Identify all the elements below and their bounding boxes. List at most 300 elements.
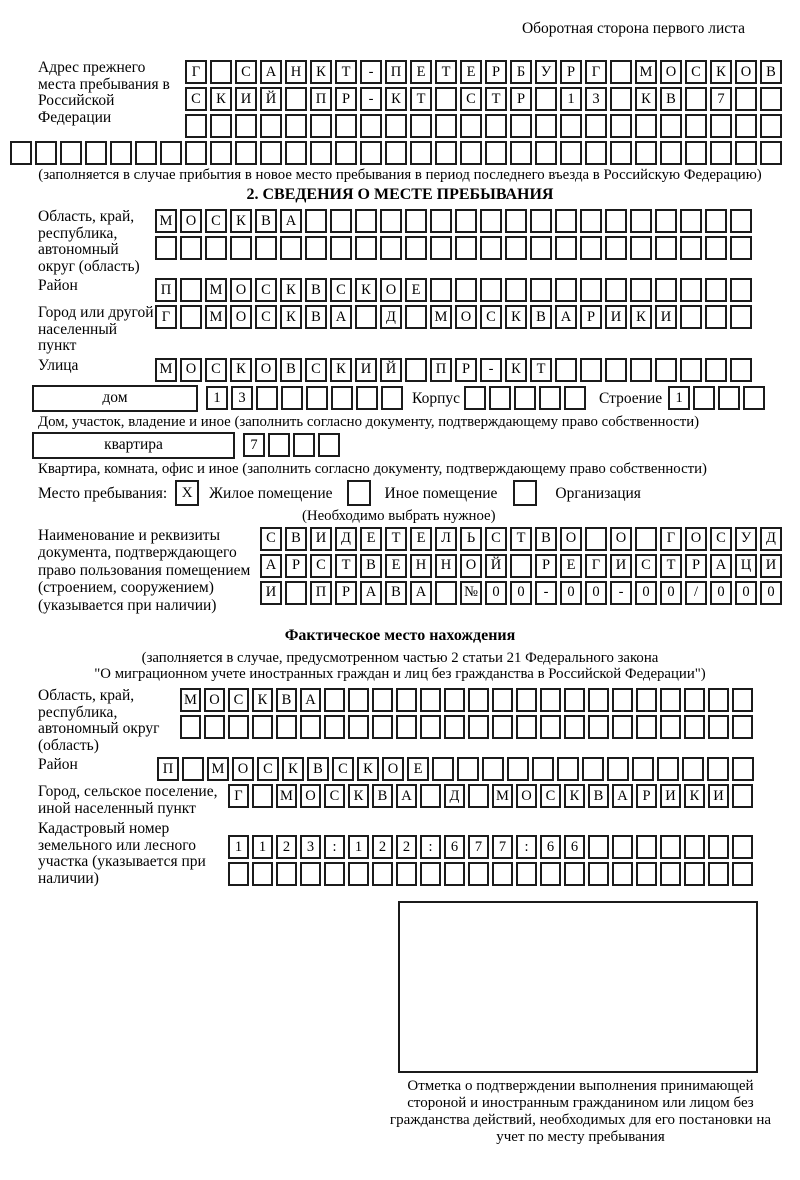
- char-cell[interactable]: С: [330, 278, 352, 302]
- char-cell[interactable]: [685, 141, 707, 165]
- char-cell[interactable]: 1: [228, 835, 249, 859]
- char-cell[interactable]: [530, 236, 552, 260]
- char-cell[interactable]: [489, 386, 511, 410]
- char-cell[interactable]: [516, 715, 537, 739]
- char-cell[interactable]: -: [610, 581, 632, 605]
- char-cell[interactable]: [460, 114, 482, 138]
- char-cell[interactable]: [735, 87, 757, 111]
- char-cell[interactable]: [485, 141, 507, 165]
- char-cell[interactable]: [732, 862, 753, 886]
- char-cell[interactable]: П: [310, 87, 332, 111]
- char-cell[interactable]: [760, 87, 782, 111]
- char-cell[interactable]: А: [710, 554, 732, 578]
- char-cell[interactable]: [510, 114, 532, 138]
- char-cell[interactable]: [684, 835, 705, 859]
- char-cell[interactable]: [228, 715, 249, 739]
- char-cell[interactable]: [588, 715, 609, 739]
- char-cell[interactable]: [310, 114, 332, 138]
- char-cell[interactable]: [285, 87, 307, 111]
- char-cell[interactable]: К: [684, 784, 705, 808]
- char-cell[interactable]: [655, 278, 677, 302]
- char-cell[interactable]: [410, 114, 432, 138]
- char-cell[interactable]: [708, 688, 729, 712]
- char-cell[interactable]: [660, 835, 681, 859]
- char-cell[interactable]: [335, 141, 357, 165]
- char-cell[interactable]: Б: [510, 60, 532, 84]
- char-cell[interactable]: Е: [407, 757, 429, 781]
- char-cell[interactable]: [540, 715, 561, 739]
- char-cell[interactable]: [355, 236, 377, 260]
- char-cell[interactable]: 0: [760, 581, 782, 605]
- char-cell[interactable]: С: [332, 757, 354, 781]
- char-cell[interactable]: [564, 386, 586, 410]
- char-cell[interactable]: И: [235, 87, 257, 111]
- residential-checkbox[interactable]: X: [175, 480, 199, 506]
- char-cell[interactable]: [514, 386, 536, 410]
- char-cell[interactable]: [160, 141, 182, 165]
- char-cell[interactable]: О: [232, 757, 254, 781]
- char-cell[interactable]: К: [310, 60, 332, 84]
- char-cell[interactable]: Л: [435, 527, 457, 551]
- char-cell[interactable]: А: [260, 60, 282, 84]
- char-cell[interactable]: [260, 141, 282, 165]
- char-cell[interactable]: [355, 305, 377, 329]
- char-cell[interactable]: [705, 209, 727, 233]
- char-cell[interactable]: О: [460, 554, 482, 578]
- char-cell[interactable]: [396, 862, 417, 886]
- char-cell[interactable]: И: [610, 554, 632, 578]
- char-cell[interactable]: И: [760, 554, 782, 578]
- char-cell[interactable]: [555, 358, 577, 382]
- char-cell[interactable]: Е: [410, 60, 432, 84]
- char-cell[interactable]: [635, 114, 657, 138]
- char-cell[interactable]: С: [255, 305, 277, 329]
- char-cell[interactable]: Н: [435, 554, 457, 578]
- char-cell[interactable]: Т: [385, 527, 407, 551]
- char-cell[interactable]: [330, 236, 352, 260]
- char-cell[interactable]: К: [230, 209, 252, 233]
- char-cell[interactable]: [372, 715, 393, 739]
- char-cell[interactable]: [210, 60, 232, 84]
- char-cell[interactable]: [204, 715, 225, 739]
- char-cell[interactable]: М: [180, 688, 201, 712]
- char-cell[interactable]: [110, 141, 132, 165]
- char-cell[interactable]: М: [207, 757, 229, 781]
- char-cell[interactable]: К: [252, 688, 273, 712]
- char-cell[interactable]: [535, 114, 557, 138]
- char-cell[interactable]: [636, 688, 657, 712]
- char-cell[interactable]: [444, 688, 465, 712]
- char-cell[interactable]: [735, 141, 757, 165]
- char-cell[interactable]: [410, 141, 432, 165]
- char-cell[interactable]: 2: [276, 835, 297, 859]
- char-cell[interactable]: [318, 433, 340, 457]
- char-cell[interactable]: [305, 209, 327, 233]
- char-cell[interactable]: [530, 278, 552, 302]
- char-cell[interactable]: [510, 554, 532, 578]
- char-cell[interactable]: И: [355, 358, 377, 382]
- char-cell[interactable]: 7: [710, 87, 732, 111]
- char-cell[interactable]: 0: [710, 581, 732, 605]
- char-cell[interactable]: [300, 715, 321, 739]
- char-cell[interactable]: [468, 715, 489, 739]
- char-cell[interactable]: В: [280, 358, 302, 382]
- char-cell[interactable]: [535, 87, 557, 111]
- char-cell[interactable]: 1: [560, 87, 582, 111]
- char-cell[interactable]: [405, 305, 427, 329]
- char-cell[interactable]: [444, 715, 465, 739]
- char-cell[interactable]: -: [535, 581, 557, 605]
- char-cell[interactable]: [636, 862, 657, 886]
- char-cell[interactable]: /: [685, 581, 707, 605]
- char-cell[interactable]: [588, 862, 609, 886]
- char-cell[interactable]: О: [382, 757, 404, 781]
- char-cell[interactable]: Г: [585, 554, 607, 578]
- char-cell[interactable]: [660, 862, 681, 886]
- char-cell[interactable]: К: [385, 87, 407, 111]
- char-cell[interactable]: Т: [485, 87, 507, 111]
- char-cell[interactable]: 0: [510, 581, 532, 605]
- char-cell[interactable]: [180, 278, 202, 302]
- char-cell[interactable]: [180, 236, 202, 260]
- char-cell[interactable]: [480, 209, 502, 233]
- char-cell[interactable]: Д: [380, 305, 402, 329]
- char-cell[interactable]: Е: [385, 554, 407, 578]
- char-cell[interactable]: Р: [535, 554, 557, 578]
- char-cell[interactable]: [507, 757, 529, 781]
- char-cell[interactable]: [610, 141, 632, 165]
- char-cell[interactable]: Т: [510, 527, 532, 551]
- char-cell[interactable]: К: [282, 757, 304, 781]
- char-cell[interactable]: [585, 114, 607, 138]
- char-cell[interactable]: 7: [468, 835, 489, 859]
- char-cell[interactable]: 0: [635, 581, 657, 605]
- char-cell[interactable]: [630, 209, 652, 233]
- char-cell[interactable]: П: [157, 757, 179, 781]
- char-cell[interactable]: [185, 141, 207, 165]
- char-cell[interactable]: [760, 114, 782, 138]
- char-cell[interactable]: [480, 278, 502, 302]
- char-cell[interactable]: [660, 688, 681, 712]
- char-cell[interactable]: [655, 236, 677, 260]
- char-cell[interactable]: 0: [735, 581, 757, 605]
- char-cell[interactable]: [680, 236, 702, 260]
- char-cell[interactable]: [680, 358, 702, 382]
- char-cell[interactable]: В: [372, 784, 393, 808]
- char-cell[interactable]: О: [204, 688, 225, 712]
- char-cell[interactable]: [708, 835, 729, 859]
- char-cell[interactable]: С: [540, 784, 561, 808]
- char-cell[interactable]: 2: [372, 835, 393, 859]
- char-cell[interactable]: [505, 278, 527, 302]
- char-cell[interactable]: [718, 386, 740, 410]
- char-cell[interactable]: В: [660, 87, 682, 111]
- char-cell[interactable]: И: [260, 581, 282, 605]
- char-cell[interactable]: [468, 688, 489, 712]
- char-cell[interactable]: [430, 236, 452, 260]
- char-cell[interactable]: [560, 141, 582, 165]
- char-cell[interactable]: Д: [335, 527, 357, 551]
- char-cell[interactable]: М: [430, 305, 452, 329]
- char-cell[interactable]: [444, 862, 465, 886]
- char-cell[interactable]: [60, 141, 82, 165]
- char-cell[interactable]: [730, 358, 752, 382]
- char-cell[interactable]: Й: [380, 358, 402, 382]
- char-cell[interactable]: [605, 358, 627, 382]
- char-cell[interactable]: [612, 835, 633, 859]
- char-cell[interactable]: [310, 141, 332, 165]
- char-cell[interactable]: [381, 386, 403, 410]
- char-cell[interactable]: Д: [444, 784, 465, 808]
- char-cell[interactable]: С: [460, 87, 482, 111]
- char-cell[interactable]: С: [257, 757, 279, 781]
- char-cell[interactable]: [730, 236, 752, 260]
- char-cell[interactable]: И: [708, 784, 729, 808]
- char-cell[interactable]: 6: [444, 835, 465, 859]
- char-cell[interactable]: О: [735, 60, 757, 84]
- char-cell[interactable]: О: [230, 278, 252, 302]
- char-cell[interactable]: [610, 87, 632, 111]
- char-cell[interactable]: [360, 114, 382, 138]
- char-cell[interactable]: [588, 688, 609, 712]
- char-cell[interactable]: [635, 527, 657, 551]
- char-cell[interactable]: А: [330, 305, 352, 329]
- char-cell[interactable]: М: [205, 305, 227, 329]
- char-cell[interactable]: В: [760, 60, 782, 84]
- char-cell[interactable]: 0: [585, 581, 607, 605]
- char-cell[interactable]: [293, 433, 315, 457]
- char-cell[interactable]: [252, 715, 273, 739]
- char-cell[interactable]: В: [255, 209, 277, 233]
- char-cell[interactable]: [707, 757, 729, 781]
- char-cell[interactable]: [35, 141, 57, 165]
- other-premises-checkbox[interactable]: [347, 480, 371, 506]
- char-cell[interactable]: Т: [410, 87, 432, 111]
- char-cell[interactable]: [482, 757, 504, 781]
- char-cell[interactable]: [580, 236, 602, 260]
- char-cell[interactable]: [457, 757, 479, 781]
- char-cell[interactable]: [605, 209, 627, 233]
- char-cell[interactable]: В: [305, 278, 327, 302]
- char-cell[interactable]: [630, 278, 652, 302]
- char-cell[interactable]: В: [385, 581, 407, 605]
- char-cell[interactable]: [348, 862, 369, 886]
- char-cell[interactable]: [455, 209, 477, 233]
- char-cell[interactable]: [580, 209, 602, 233]
- char-cell[interactable]: Г: [228, 784, 249, 808]
- char-cell[interactable]: [285, 114, 307, 138]
- char-cell[interactable]: [331, 386, 353, 410]
- char-cell[interactable]: [760, 141, 782, 165]
- char-cell[interactable]: [468, 862, 489, 886]
- char-cell[interactable]: 3: [231, 386, 253, 410]
- char-cell[interactable]: [405, 358, 427, 382]
- char-cell[interactable]: [372, 862, 393, 886]
- char-cell[interactable]: Р: [335, 581, 357, 605]
- char-cell[interactable]: [432, 757, 454, 781]
- char-cell[interactable]: О: [516, 784, 537, 808]
- char-cell[interactable]: У: [735, 527, 757, 551]
- char-cell[interactable]: [730, 278, 752, 302]
- char-cell[interactable]: [252, 862, 273, 886]
- char-cell[interactable]: [396, 688, 417, 712]
- char-cell[interactable]: [305, 236, 327, 260]
- char-cell[interactable]: [680, 305, 702, 329]
- char-cell[interactable]: [660, 114, 682, 138]
- char-cell[interactable]: [492, 862, 513, 886]
- char-cell[interactable]: М: [155, 209, 177, 233]
- char-cell[interactable]: Н: [285, 60, 307, 84]
- char-cell[interactable]: [655, 358, 677, 382]
- char-cell[interactable]: К: [505, 305, 527, 329]
- char-cell[interactable]: [510, 141, 532, 165]
- char-cell[interactable]: М: [205, 278, 227, 302]
- char-cell[interactable]: [588, 835, 609, 859]
- char-cell[interactable]: [732, 784, 753, 808]
- char-cell[interactable]: С: [255, 278, 277, 302]
- char-cell[interactable]: С: [635, 554, 657, 578]
- char-cell[interactable]: [430, 278, 452, 302]
- char-cell[interactable]: М: [492, 784, 513, 808]
- char-cell[interactable]: У: [535, 60, 557, 84]
- char-cell[interactable]: [230, 236, 252, 260]
- char-cell[interactable]: Г: [155, 305, 177, 329]
- char-cell[interactable]: М: [635, 60, 657, 84]
- char-cell[interactable]: [235, 114, 257, 138]
- char-cell[interactable]: [657, 757, 679, 781]
- char-cell[interactable]: [660, 715, 681, 739]
- char-cell[interactable]: Д: [760, 527, 782, 551]
- char-cell[interactable]: [180, 715, 201, 739]
- char-cell[interactable]: А: [612, 784, 633, 808]
- char-cell[interactable]: [582, 757, 604, 781]
- char-cell[interactable]: А: [260, 554, 282, 578]
- char-cell[interactable]: [210, 141, 232, 165]
- char-cell[interactable]: К: [710, 60, 732, 84]
- char-cell[interactable]: К: [505, 358, 527, 382]
- char-cell[interactable]: И: [310, 527, 332, 551]
- char-cell[interactable]: [330, 209, 352, 233]
- char-cell[interactable]: С: [485, 527, 507, 551]
- char-cell[interactable]: [605, 236, 627, 260]
- char-cell[interactable]: П: [310, 581, 332, 605]
- char-cell[interactable]: С: [305, 358, 327, 382]
- char-cell[interactable]: И: [660, 784, 681, 808]
- char-cell[interactable]: Й: [260, 87, 282, 111]
- char-cell[interactable]: [464, 386, 486, 410]
- char-cell[interactable]: [612, 862, 633, 886]
- char-cell[interactable]: [335, 114, 357, 138]
- char-cell[interactable]: [228, 862, 249, 886]
- char-cell[interactable]: К: [564, 784, 585, 808]
- char-cell[interactable]: Т: [335, 554, 357, 578]
- char-cell[interactable]: 6: [540, 835, 561, 859]
- char-cell[interactable]: [684, 715, 705, 739]
- char-cell[interactable]: [356, 386, 378, 410]
- char-cell[interactable]: [385, 141, 407, 165]
- char-cell[interactable]: [348, 688, 369, 712]
- char-cell[interactable]: [632, 757, 654, 781]
- char-cell[interactable]: Г: [185, 60, 207, 84]
- char-cell[interactable]: К: [230, 358, 252, 382]
- char-cell[interactable]: О: [180, 209, 202, 233]
- char-cell[interactable]: [680, 278, 702, 302]
- char-cell[interactable]: [705, 278, 727, 302]
- char-cell[interactable]: С: [228, 688, 249, 712]
- char-cell[interactable]: [532, 757, 554, 781]
- char-cell[interactable]: Н: [410, 554, 432, 578]
- char-cell[interactable]: Е: [410, 527, 432, 551]
- char-cell[interactable]: 1: [348, 835, 369, 859]
- char-cell[interactable]: [705, 305, 727, 329]
- char-cell[interactable]: [730, 209, 752, 233]
- char-cell[interactable]: Р: [560, 60, 582, 84]
- char-cell[interactable]: [255, 236, 277, 260]
- char-cell[interactable]: Р: [685, 554, 707, 578]
- char-cell[interactable]: [635, 141, 657, 165]
- char-cell[interactable]: С: [480, 305, 502, 329]
- char-cell[interactable]: Т: [530, 358, 552, 382]
- char-cell[interactable]: [732, 757, 754, 781]
- char-cell[interactable]: [235, 141, 257, 165]
- char-cell[interactable]: [380, 236, 402, 260]
- char-cell[interactable]: [540, 688, 561, 712]
- char-cell[interactable]: А: [396, 784, 417, 808]
- char-cell[interactable]: №: [460, 581, 482, 605]
- char-cell[interactable]: [420, 715, 441, 739]
- char-cell[interactable]: В: [588, 784, 609, 808]
- char-cell[interactable]: [564, 688, 585, 712]
- char-cell[interactable]: [630, 358, 652, 382]
- char-cell[interactable]: [324, 688, 345, 712]
- char-cell[interactable]: 2: [396, 835, 417, 859]
- char-cell[interactable]: [252, 784, 273, 808]
- char-cell[interactable]: [607, 757, 629, 781]
- organization-checkbox[interactable]: [513, 480, 537, 506]
- char-cell[interactable]: [630, 236, 652, 260]
- char-cell[interactable]: [492, 688, 513, 712]
- char-cell[interactable]: В: [360, 554, 382, 578]
- char-cell[interactable]: Т: [660, 554, 682, 578]
- char-cell[interactable]: [705, 236, 727, 260]
- char-cell[interactable]: Ц: [735, 554, 757, 578]
- char-cell[interactable]: К: [348, 784, 369, 808]
- char-cell[interactable]: Е: [560, 554, 582, 578]
- char-cell[interactable]: [268, 433, 290, 457]
- char-cell[interactable]: Р: [335, 87, 357, 111]
- char-cell[interactable]: [735, 114, 757, 138]
- char-cell[interactable]: С: [185, 87, 207, 111]
- char-cell[interactable]: С: [710, 527, 732, 551]
- char-cell[interactable]: [655, 209, 677, 233]
- char-cell[interactable]: [435, 87, 457, 111]
- char-cell[interactable]: С: [310, 554, 332, 578]
- char-cell[interactable]: [380, 209, 402, 233]
- char-cell[interactable]: [306, 386, 328, 410]
- char-cell[interactable]: [564, 715, 585, 739]
- char-cell[interactable]: О: [455, 305, 477, 329]
- char-cell[interactable]: А: [410, 581, 432, 605]
- char-cell[interactable]: [684, 688, 705, 712]
- char-cell[interactable]: К: [357, 757, 379, 781]
- char-cell[interactable]: Ь: [460, 527, 482, 551]
- char-cell[interactable]: [612, 715, 633, 739]
- char-cell[interactable]: К: [330, 358, 352, 382]
- char-cell[interactable]: 0: [660, 581, 682, 605]
- char-cell[interactable]: [180, 305, 202, 329]
- char-cell[interactable]: С: [260, 527, 282, 551]
- char-cell[interactable]: [360, 141, 382, 165]
